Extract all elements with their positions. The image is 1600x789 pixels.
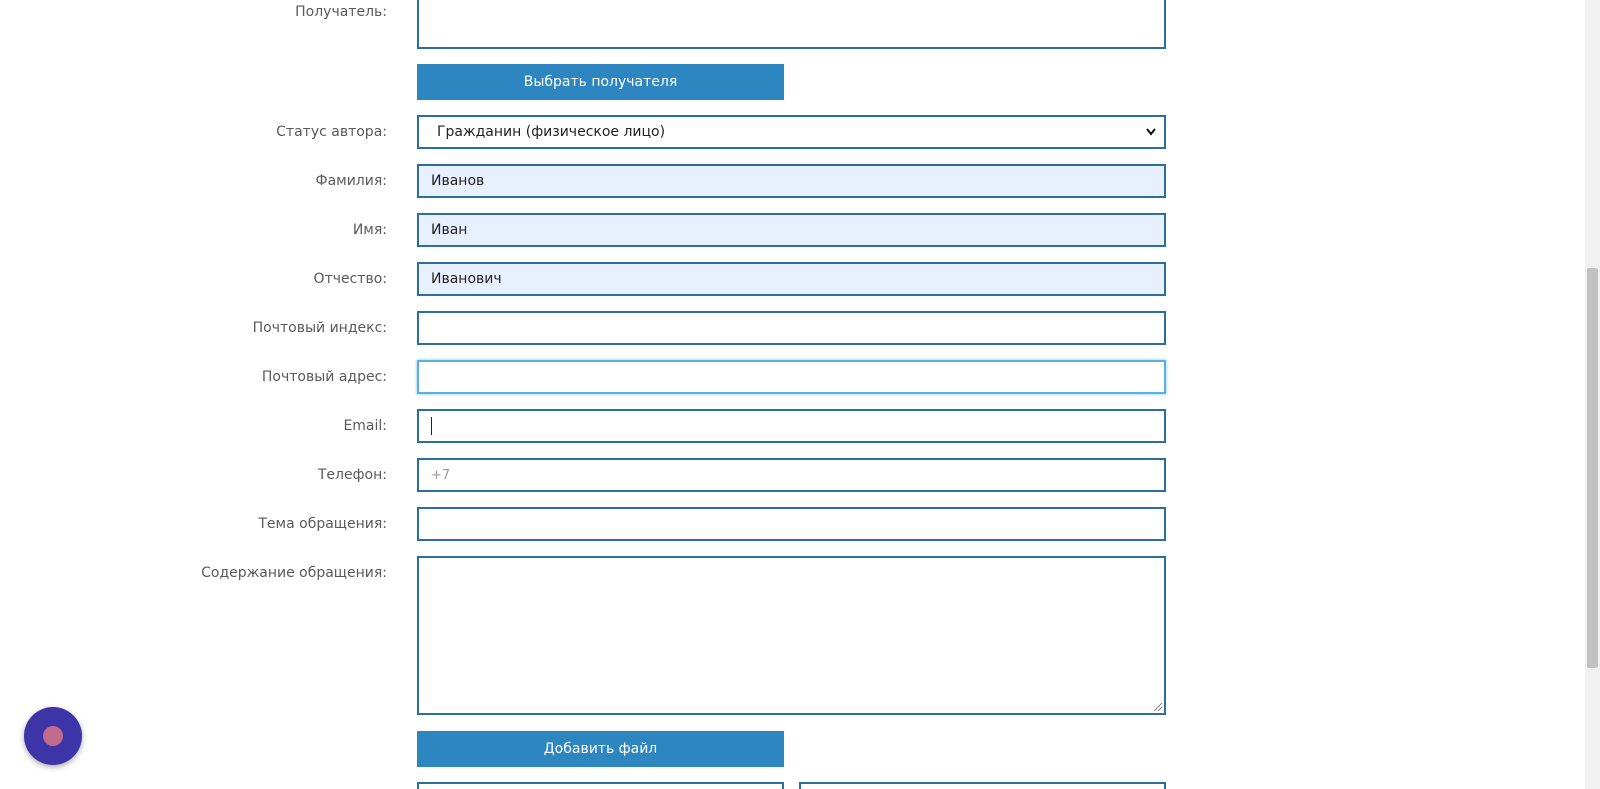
- file-slot-right[interactable]: [799, 782, 1166, 789]
- scrollbar-thumb[interactable]: [1587, 268, 1598, 668]
- text-caret: [431, 417, 432, 435]
- phone-input[interactable]: [417, 458, 1166, 492]
- file-slot-left[interactable]: [417, 782, 784, 789]
- firstname-input[interactable]: Иван: [417, 213, 1166, 247]
- chat-widget-dot: [43, 726, 63, 746]
- phone-placeholder: +7: [431, 468, 451, 483]
- postal-index-input[interactable]: [417, 311, 1166, 345]
- choose-recipient-button[interactable]: Выбрать получателя: [417, 64, 784, 100]
- chevron-down-icon: [1146, 117, 1156, 149]
- lastname-label: Фамилия:: [315, 173, 387, 189]
- firstname-label: Имя:: [352, 222, 387, 238]
- email-label: Email:: [343, 418, 387, 434]
- subject-label: Тема обращения:: [258, 516, 387, 532]
- chat-widget-icon[interactable]: [24, 707, 82, 765]
- recipient-label: Получатель:: [295, 4, 387, 20]
- postal-address-label: Почтовый адрес:: [261, 369, 387, 385]
- content-textarea[interactable]: [417, 556, 1166, 715]
- resize-grip-icon[interactable]: [1154, 703, 1162, 711]
- patronymic-input[interactable]: Иванович: [417, 262, 1166, 296]
- subject-input[interactable]: [417, 507, 1166, 541]
- author-status-select[interactable]: [417, 115, 1166, 149]
- lastname-input[interactable]: Иванов: [417, 164, 1166, 198]
- postal-address-input[interactable]: [417, 360, 1166, 394]
- author-status-label: Статус автора:: [276, 124, 387, 140]
- patronymic-label: Отчество:: [313, 271, 387, 287]
- postal-index-label: Почтовый индекс:: [252, 320, 387, 336]
- recipient-field[interactable]: [417, 0, 1166, 49]
- email-input[interactable]: [417, 409, 1166, 443]
- phone-label: Телефон:: [317, 467, 387, 483]
- author-status-value: Гражданин (физическое лицо): [437, 124, 666, 140]
- content-label: Содержание обращения:: [201, 565, 387, 581]
- add-file-button[interactable]: Добавить файл: [417, 731, 784, 767]
